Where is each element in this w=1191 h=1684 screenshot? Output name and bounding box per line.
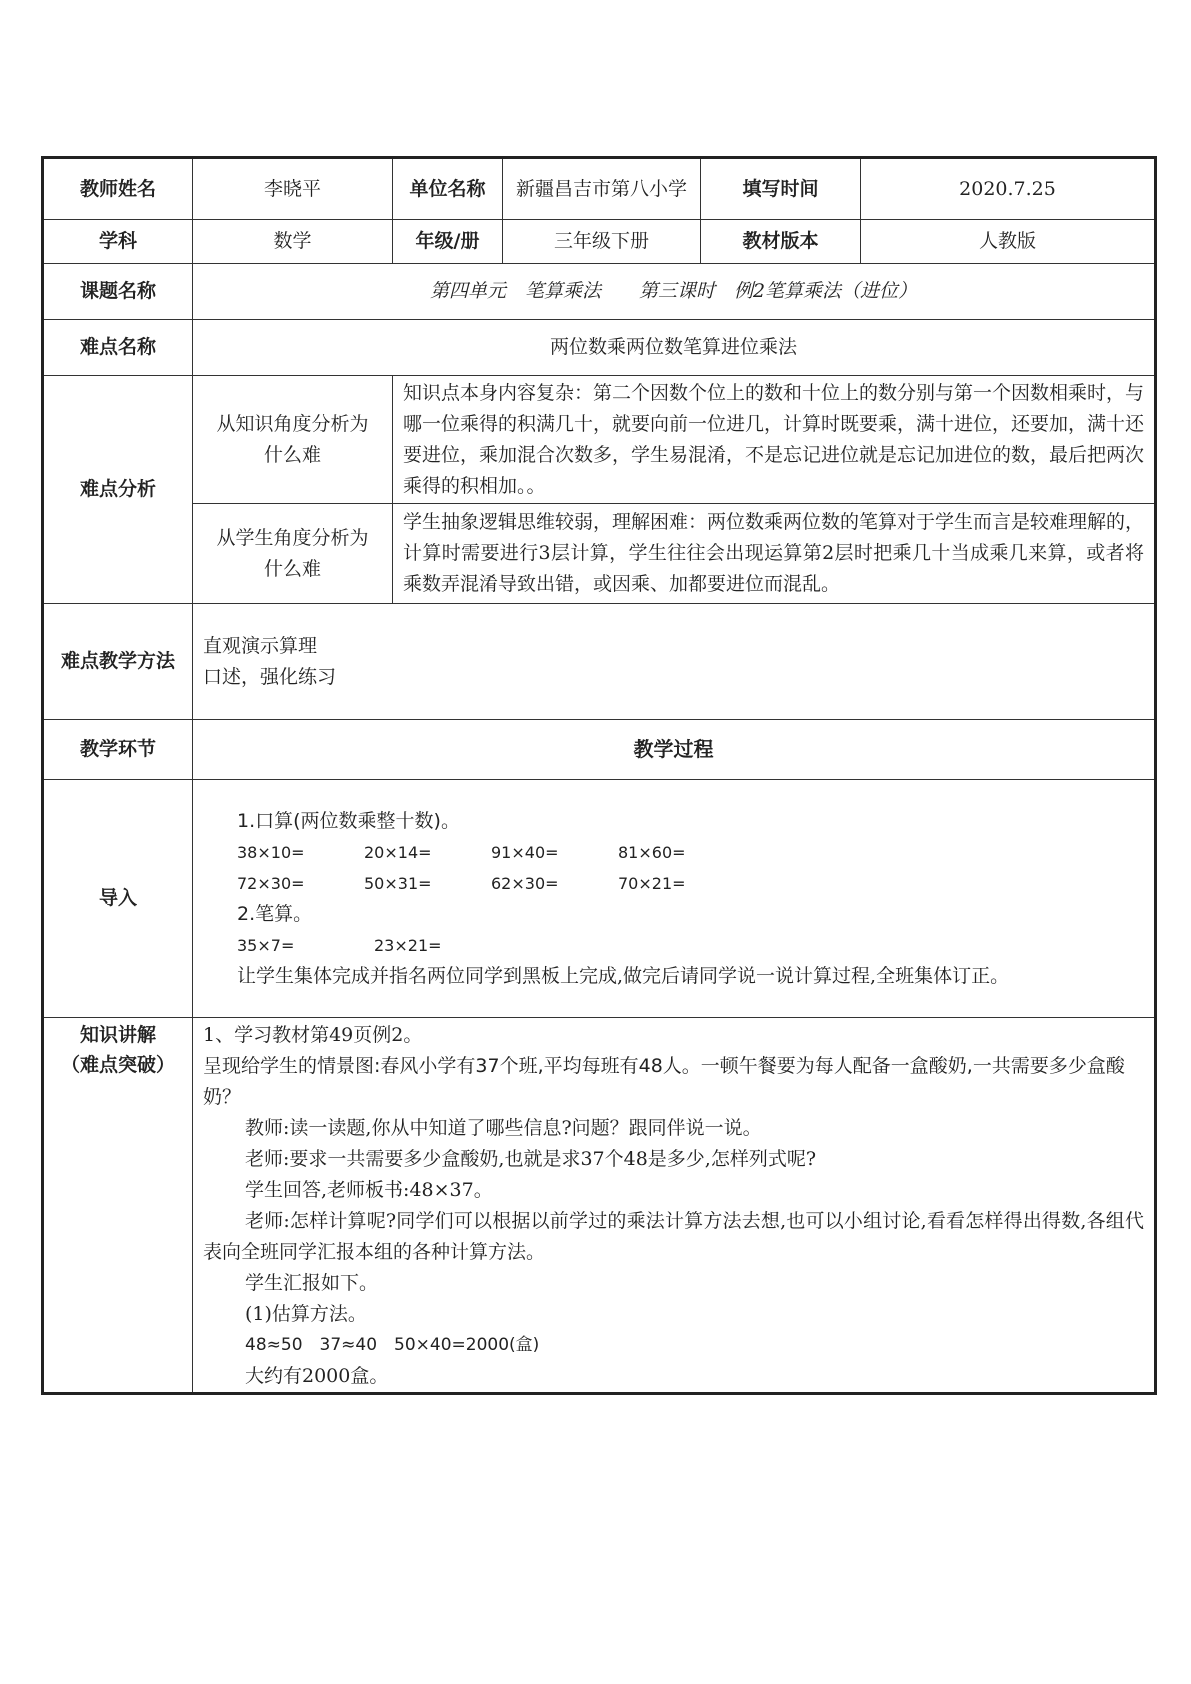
lecture-p3: 教师:读一读题,你从中知道了哪些信息?问题？跟同伴说一说。 bbox=[245, 1117, 762, 1139]
method-line-2: 口述，强化练习 bbox=[203, 665, 337, 688]
intro-label: 导入 bbox=[43, 780, 193, 1018]
lecture-p1: 1、学习教材第49页例2。 bbox=[203, 1024, 423, 1046]
topic-row bbox=[43, 264, 1156, 320]
lecture-p9: 48≈50 37≈40 50×40=2000(盒) bbox=[245, 1335, 540, 1355]
knowledge-angle-text: 知识点本身内容复杂：第二个因数个位上的数和十位上的数分别与第一个因数相乘时，与哪一位乘得的积满几十，就要向前一位进几，计算时既要乘，满十进位，还要加，满十还要进位，乘加混合次数多，学生易混淆，不是忘记进位就是忘记加进位的数，最后把两次乘得的积相加。。 bbox=[393, 376, 1156, 504]
unit-name-value: 新疆昌吉市第八小学 bbox=[503, 158, 701, 220]
teacher-name-value: 李晓平 bbox=[193, 158, 393, 220]
lesson-plan-table bbox=[41, 156, 1157, 1395]
lecture-p10: 大约有2000盒。 bbox=[245, 1365, 389, 1387]
lecture-p4: 老师:要求一共需要多少盒酸奶,也就是求37个48是多少,怎样列式呢? bbox=[245, 1148, 817, 1170]
topic-value: 第四单元 笔算乘法 第三课时 例2笔算乘法（进位） bbox=[193, 264, 1156, 320]
calc-1-2: 20×14= bbox=[364, 842, 432, 862]
calc-1-3: 91×40= bbox=[491, 842, 559, 862]
lecture-p8: (1)估算方法。 bbox=[245, 1303, 367, 1325]
calc-1-1: 38×10= bbox=[237, 842, 305, 862]
calc-row-3 bbox=[237, 930, 1144, 961]
edition-value: 人教版 bbox=[861, 220, 1156, 264]
lecture-label-line-1: 知识讲解 bbox=[79, 1024, 156, 1046]
subject-label: 学科 bbox=[43, 220, 193, 264]
calc-2-1: 72×30= bbox=[237, 873, 305, 893]
analysis-label: 难点分析 bbox=[43, 376, 193, 604]
difficulty-row bbox=[43, 320, 1156, 376]
calc-3-2: 23×21= bbox=[374, 935, 442, 955]
calc-1-4: 81×60= bbox=[618, 842, 686, 862]
calc-2-4: 70×21= bbox=[618, 873, 686, 893]
edition-label: 教材版本 bbox=[701, 220, 861, 264]
lecture-p2: 呈现给学生的情景图:春风小学有37个班,平均每班有48人。一顿午餐要为每人配备一盒酸奶,一共需要多少盒酸奶？ bbox=[203, 1055, 1125, 1108]
lecture-p5: 学生回答,老师板书:48×37。 bbox=[245, 1179, 493, 1201]
lecture-p7: 学生汇报如下。 bbox=[245, 1272, 379, 1294]
difficulty-value: 两位数乘两位数笔算进位乘法 bbox=[193, 320, 1156, 376]
calc-row-2 bbox=[237, 868, 1144, 899]
process-title: 教学过程 bbox=[193, 720, 1156, 780]
intro-row bbox=[43, 780, 1156, 1018]
method-cell bbox=[193, 604, 1156, 720]
intro-cell bbox=[193, 780, 1156, 1018]
lesson-plan-sheet bbox=[41, 156, 1154, 1395]
calc-3-1: 35×7= bbox=[237, 935, 295, 955]
analysis-knowledge-row bbox=[43, 376, 1156, 504]
subject-value: 数学 bbox=[193, 220, 393, 264]
analysis-student-row bbox=[43, 504, 1156, 604]
knowledge-angle-label: 从知识角度分析为什么难 bbox=[193, 376, 393, 504]
header-row-1 bbox=[43, 158, 1156, 220]
student-angle-label: 从学生角度分析为什么难 bbox=[193, 504, 393, 604]
lecture-row bbox=[43, 1018, 1156, 1394]
grade-value: 三年级下册 bbox=[503, 220, 701, 264]
lecture-label-line-2: （难点突破） bbox=[60, 1054, 175, 1076]
calc-2-2: 50×31= bbox=[364, 873, 432, 893]
difficulty-label: 难点名称 bbox=[43, 320, 193, 376]
teacher-name-label: 教师姓名 bbox=[43, 158, 193, 220]
lecture-cell bbox=[193, 1018, 1156, 1394]
calc-row-1 bbox=[237, 837, 1144, 868]
fill-date-label: 填写时间 bbox=[701, 158, 861, 220]
calc-2-3: 62×30= bbox=[491, 873, 559, 893]
topic-label: 课题名称 bbox=[43, 264, 193, 320]
grade-label: 年级/册 bbox=[393, 220, 503, 264]
intro-item-2: 2.笔算。 bbox=[237, 902, 313, 925]
method-line-1: 直观演示算理 bbox=[203, 634, 318, 657]
intro-note: 让学生集体完成并指名两位同学到黑板上完成,做完后请同学说一说计算过程,全班集体订正。 bbox=[237, 964, 1010, 987]
fill-date-value: 2020.7.25 bbox=[861, 158, 1156, 220]
lecture-label bbox=[43, 1018, 193, 1394]
header-row-2 bbox=[43, 220, 1156, 264]
stage-label: 教学环节 bbox=[43, 720, 193, 780]
student-angle-text: 学生抽象逻辑思维较弱，理解困难：两位数乘两位数的笔算对于学生而言是较难理解的，计算时需要进行3层计算，学生往往会出现运算第2层时把乘几十当成乘几来算，或者将乘数弄混淆导致出错，或因乘、加都要进位而混乱。 bbox=[393, 504, 1156, 604]
intro-item-1: 1.口算(两位数乘整十数)。 bbox=[237, 809, 460, 832]
method-row bbox=[43, 604, 1156, 720]
method-label: 难点教学方法 bbox=[43, 604, 193, 720]
unit-name-label: 单位名称 bbox=[393, 158, 503, 220]
process-header-row bbox=[43, 720, 1156, 780]
lecture-p6: 老师:怎样计算呢?同学们可以根据以前学过的乘法计算方法去想,也可以小组讨论,看看怎样得出得数,各组代表向全班同学汇报本组的各种计算方法。 bbox=[203, 1210, 1144, 1263]
